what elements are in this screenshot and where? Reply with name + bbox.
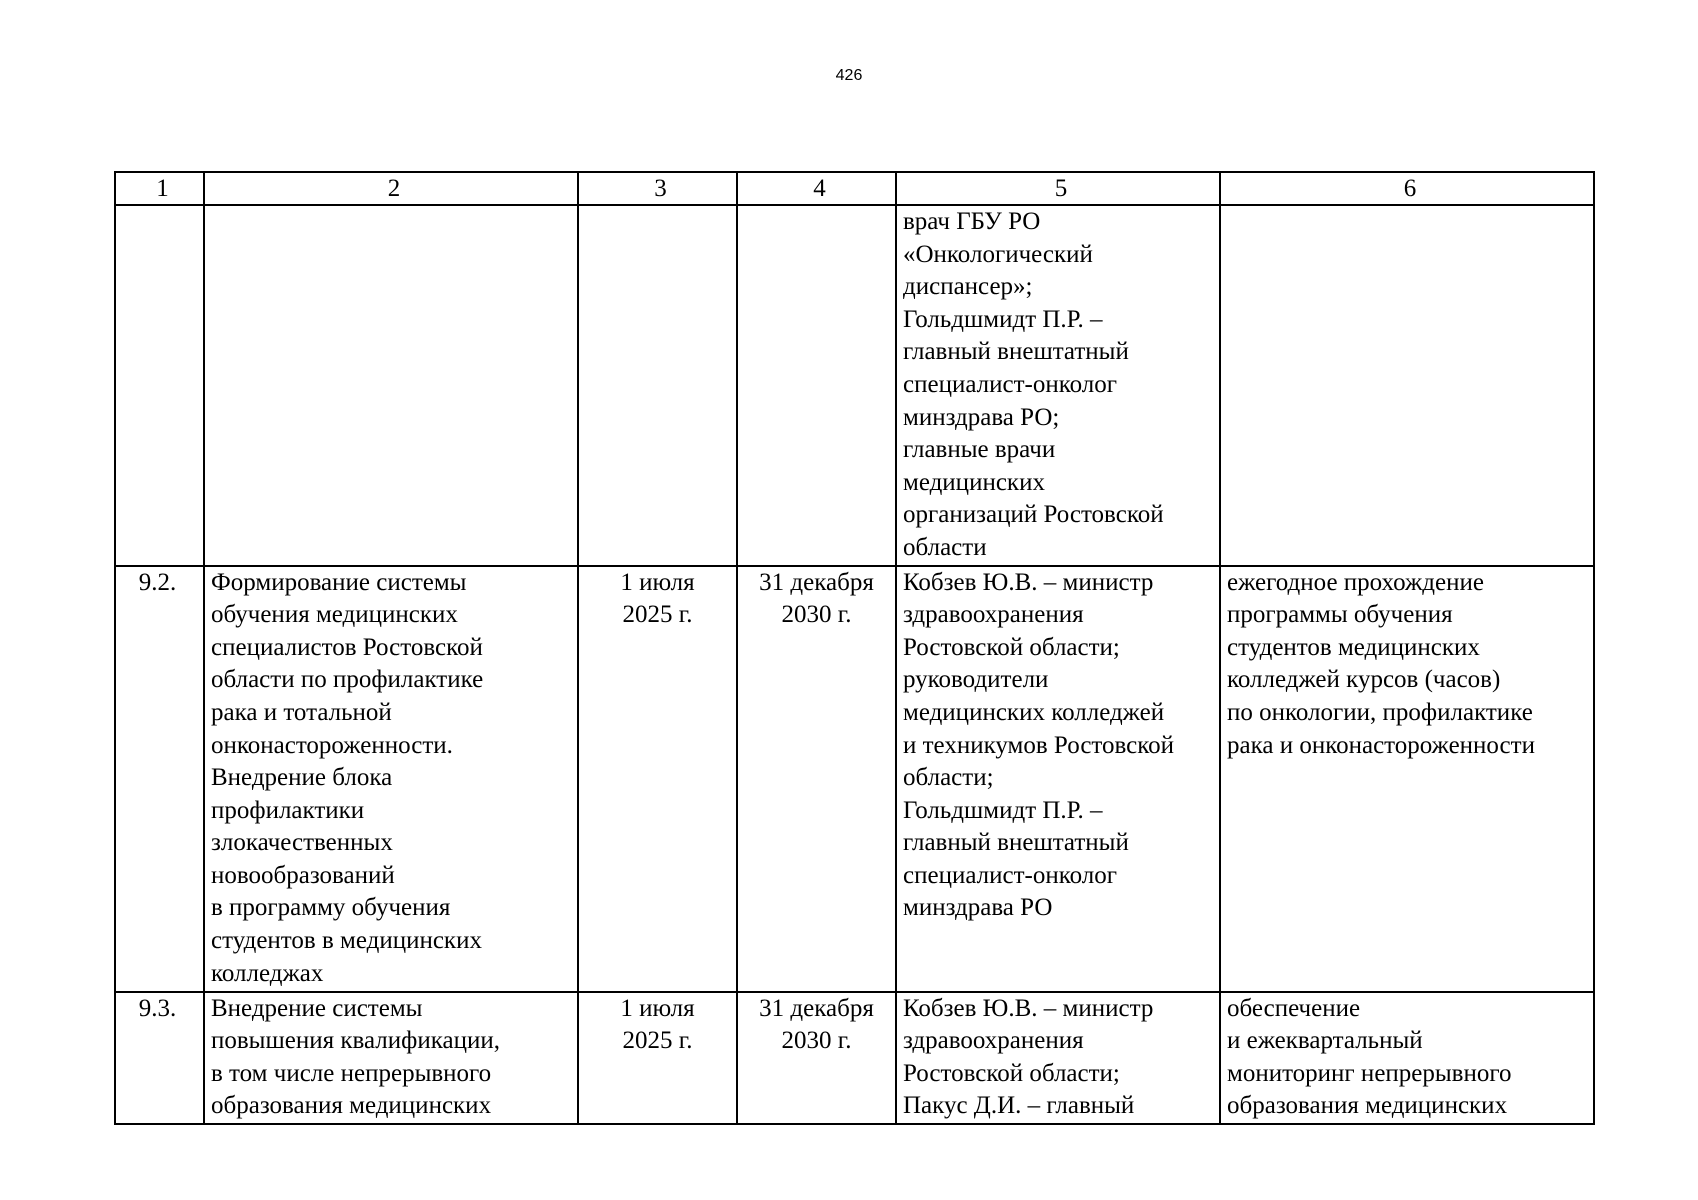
result-cell [1220,205,1594,566]
responsible-cell: Кобзев Ю.В. – министр здравоохранения Ростовской области; Пакус Д.И. – главный [896,992,1220,1124]
start-date-cell: 1 июля 2025 г. [578,992,737,1124]
activities-table [114,171,1595,1125]
column-header-4: 4 [737,172,896,205]
row-number-cell: 9.3. [115,992,204,1124]
measure-cell: Формирование системы обучения медицинских специалистов Ростовской области по профилактике рака и тотальной онконастороженности. Внедрение блока профилактики злокачественных новообразований в программу обучения студентов в медицинских колледжах [204,566,578,992]
row-number-cell: 9.2. [115,566,204,992]
end-date-cell [737,205,896,566]
measure-cell [204,205,578,566]
column-header-2: 2 [204,172,578,205]
page-number: 426 [835,67,863,84]
column-header-5: 5 [896,172,1220,205]
start-date-cell: 1 июля 2025 г. [578,566,737,992]
result-cell: ежегодное прохождение программы обучения студентов медицинских колледжей курсов (часов) по онкологии, профилактике рака и онконастороженности [1220,566,1594,992]
column-header-1: 1 [115,172,204,205]
table-row [115,205,1594,566]
start-date-cell [578,205,737,566]
responsible-cell: врач ГБУ РО «Онкологический диспансер»; Гольдшмидт П.Р. – главный внештатный специалист-онколог минздрава РО; главные врачи медицинских организаций Ростовской области [896,205,1220,566]
row-number-cell [115,205,204,566]
table-header-row [115,172,1594,205]
table-row [115,992,1594,1124]
responsible-cell: Кобзев Ю.В. – министр здравоохранения Ростовской области; руководители медицинских колледжей и техникумов Ростовской области; Гольдшмидт П.Р. – главный внештатный специалист-онколог минздрава РО [896,566,1220,992]
column-header-3: 3 [578,172,737,205]
measure-cell: Внедрение системы повышения квалификации, в том числе непрерывного образования медицинских [204,992,578,1124]
table-row [115,566,1594,992]
end-date-cell: 31 декабря 2030 г. [737,566,896,992]
result-cell: обеспечение и ежеквартальный мониторинг непрерывного образования медицинских [1220,992,1594,1124]
column-header-6: 6 [1220,172,1594,205]
end-date-cell: 31 декабря 2030 г. [737,992,896,1124]
